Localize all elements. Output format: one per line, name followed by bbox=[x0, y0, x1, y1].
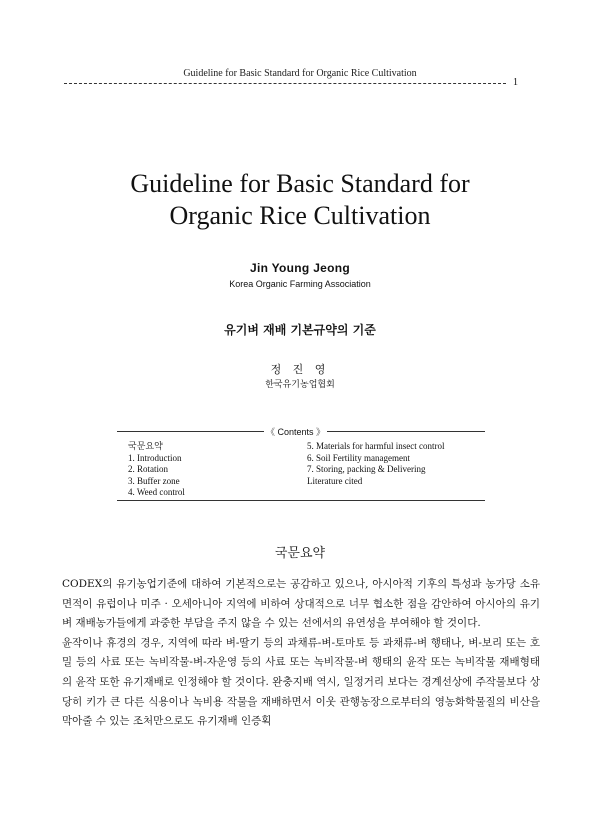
contents-item: 국문요약 bbox=[128, 441, 163, 451]
korean-affiliation: 한국유기농업협회 bbox=[265, 380, 335, 390]
abstract-paragraph-1: CODEX의 유기농업기준에 대하여 기본적으로는 공감하고 있으나, 아시아적 기후의 특성과 농가당 소유면적이 유럽이나 미주 · 오세아니아 지역에 비하여 상대적으로 너무 협소한 점을 감안하여 아시아의 유기벼 재배농가들에게 과중한 부담을 주지 않을 수 있는 선에서의 유연성을 부여해야 할 것이다. bbox=[62, 578, 540, 630]
contents-right-column bbox=[307, 441, 444, 487]
contents-item: 4. Weed control bbox=[128, 487, 185, 497]
title-line-1: Guideline for Basic Standard for bbox=[130, 169, 470, 198]
running-head: Guideline for Basic Standard for Organic Rice Cultivation bbox=[183, 68, 417, 79]
paper-title bbox=[0, 168, 600, 232]
abstract-body bbox=[62, 575, 540, 732]
header-rule bbox=[64, 83, 506, 84]
contents-item: 7. Storing, packing & Delivering bbox=[307, 464, 426, 474]
contents-item: 3. Buffer zone bbox=[128, 475, 180, 486]
contents-item: 5. Materials for harmful insect control bbox=[307, 441, 445, 451]
title-line-2: Organic Rice Cultivation bbox=[169, 201, 431, 230]
contents-item: Literature cited bbox=[307, 475, 363, 486]
author-name: Jin Young Jeong bbox=[249, 261, 351, 275]
korean-author: 정 진 영 bbox=[270, 363, 330, 376]
korean-title: 유기벼 재배 기본규약의 기준 bbox=[224, 323, 376, 337]
contents-item: 6. Soil Fertility management bbox=[307, 452, 410, 463]
page-number: 1 bbox=[513, 77, 518, 88]
contents-label: 《 Contents 》 bbox=[266, 427, 326, 437]
contents-item: 1. Introduction bbox=[128, 452, 182, 463]
author-affiliation: Korea Organic Farming Association bbox=[229, 279, 371, 289]
section-heading: 국문요약 bbox=[274, 546, 326, 561]
abstract-paragraph-2: 윤작이나 휴경의 경우, 지역에 따라 벼-딸기 등의 과채류-벼-토마토 등 과채류-벼 행태나, 벼-보리 또는 호밀 등의 사료 또는 녹비작물-벼-자운영 등의 사료 또는 녹비작물-벼 행태의 윤작 또는 녹비작물 재배형태의 윤작 또한 유기재배로 인정해야 할 것이다. 완충지배 역시, 일정거리 보다는 경계선상에 주작물보다 상당히 키가 큰 다른 식용이나 녹비용 작물을 재배하면서 이웃 관행농장으로부터의 영농화학물질의 비산을 막아줄 수 있는 조처만으로도 유기재배 인증획 bbox=[62, 636, 540, 728]
contents-item: 2. Rotation bbox=[128, 464, 168, 474]
contents-left-column bbox=[128, 441, 185, 499]
